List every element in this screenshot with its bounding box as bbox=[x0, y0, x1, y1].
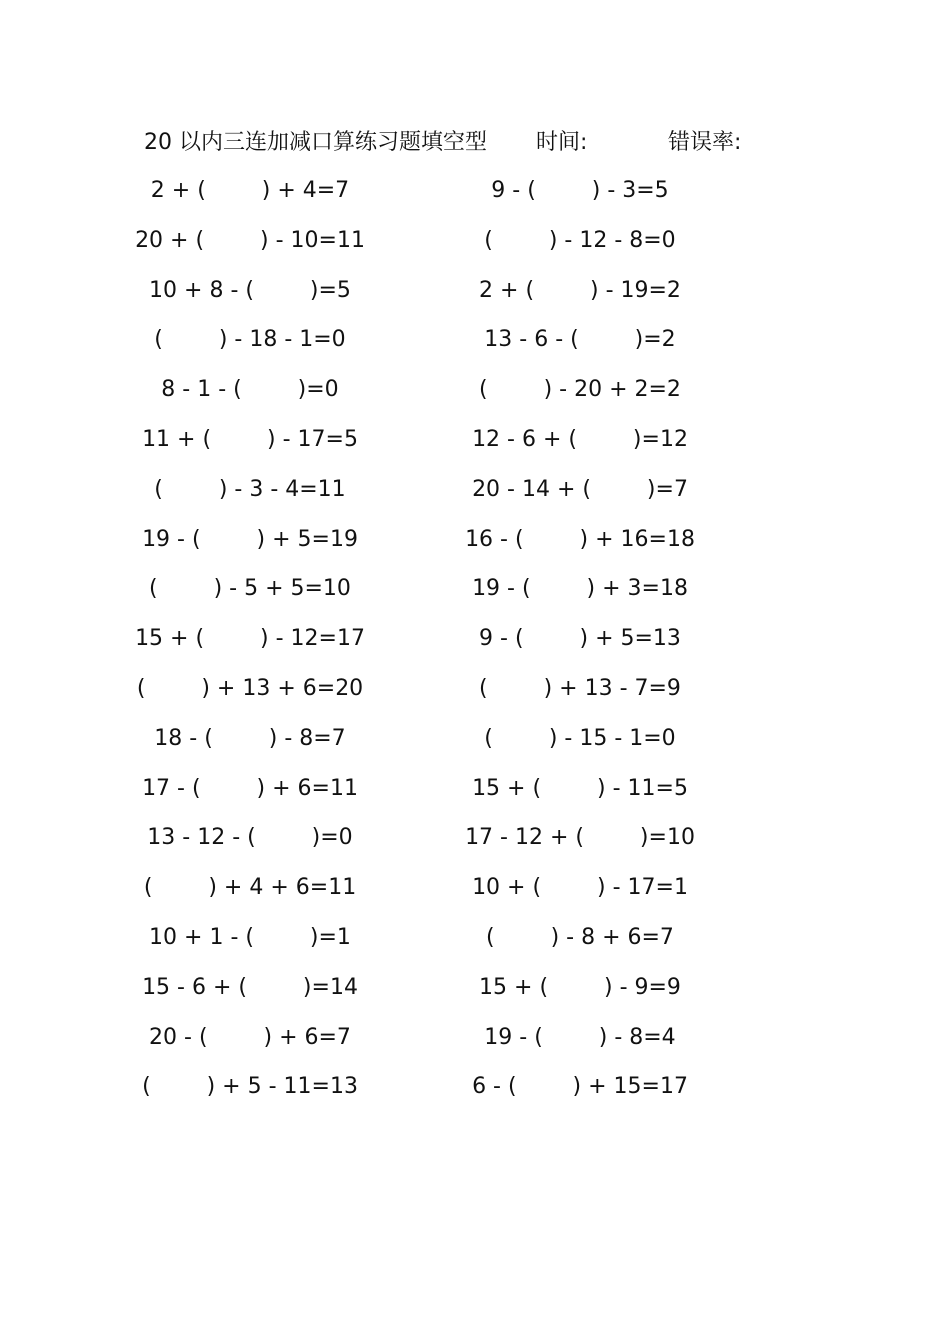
error-rate-label: 错误率: bbox=[668, 130, 742, 155]
problem-right: 13 - 6 - ( )=2 bbox=[484, 327, 676, 353]
problem-right: 16 - ( ) + 16=18 bbox=[465, 526, 695, 552]
problem-row bbox=[0, 564, 950, 614]
problem-row bbox=[0, 714, 950, 764]
worksheet-header bbox=[144, 126, 764, 160]
time-label: 时间: bbox=[536, 130, 588, 155]
problem-right: ( ) - 20 + 2=2 bbox=[479, 377, 681, 403]
problem-left: 19 - ( ) + 5=19 bbox=[142, 526, 358, 552]
problem-left: 2 + ( ) + 4=7 bbox=[150, 178, 350, 203]
problem-right: 19 - ( ) - 8=4 bbox=[484, 1024, 676, 1050]
problem-left: 8 - 1 - ( )=0 bbox=[161, 377, 339, 403]
problem-row bbox=[0, 1062, 950, 1112]
problem-right: ( ) - 12 - 8=0 bbox=[484, 227, 676, 253]
problem-row bbox=[0, 963, 950, 1013]
problem-left: 10 + 1 - ( )=1 bbox=[149, 924, 351, 950]
problem-left: ( ) + 5 - 11=13 bbox=[142, 1074, 358, 1100]
problem-grid bbox=[0, 166, 950, 1112]
problem-right: 2 + ( ) - 19=2 bbox=[479, 277, 681, 303]
problem-row bbox=[0, 863, 950, 913]
problem-right: 15 + ( ) - 9=9 bbox=[479, 974, 681, 1000]
problem-left: ( ) - 18 - 1=0 bbox=[154, 327, 346, 353]
problem-right: ( ) - 15 - 1=0 bbox=[484, 725, 676, 751]
problem-row bbox=[0, 315, 950, 365]
problem-right: 15 + ( ) - 11=5 bbox=[472, 775, 688, 801]
problem-left: 20 - ( ) + 6=7 bbox=[149, 1024, 351, 1050]
problem-row bbox=[0, 614, 950, 664]
problem-right: 19 - ( ) + 3=18 bbox=[472, 576, 688, 602]
problem-row bbox=[0, 664, 950, 714]
problem-row bbox=[0, 1013, 950, 1063]
problem-left: 10 + 8 - ( )=5 bbox=[149, 277, 351, 303]
problem-right: 20 - 14 + ( )=7 bbox=[472, 476, 688, 502]
problem-row bbox=[0, 266, 950, 316]
problem-right: 12 - 6 + ( )=12 bbox=[472, 426, 688, 452]
problem-row bbox=[0, 166, 950, 216]
problem-right: 9 - ( ) - 3=5 bbox=[491, 178, 669, 203]
problem-left: 17 - ( ) + 6=11 bbox=[142, 775, 358, 801]
problem-row bbox=[0, 465, 950, 515]
problem-left: 15 + ( ) - 12=17 bbox=[135, 626, 365, 652]
problem-left: ( ) - 3 - 4=11 bbox=[154, 476, 346, 502]
worksheet-title: 20 以内三连加减口算练习题填空型 bbox=[144, 130, 487, 155]
problem-right: ( ) - 8 + 6=7 bbox=[486, 924, 674, 950]
problem-right: 6 - ( ) + 15=17 bbox=[472, 1074, 688, 1100]
problem-right: 9 - ( ) + 5=13 bbox=[479, 626, 681, 652]
problem-left: 13 - 12 - ( )=0 bbox=[147, 825, 353, 851]
problem-row bbox=[0, 415, 950, 465]
problem-left: ( ) + 13 + 6=20 bbox=[136, 675, 364, 701]
problem-left: 18 - ( ) - 8=7 bbox=[154, 725, 346, 751]
problem-row bbox=[0, 813, 950, 863]
problem-row bbox=[0, 764, 950, 814]
problem-left: 20 + ( ) - 10=11 bbox=[135, 227, 365, 253]
problem-row bbox=[0, 515, 950, 565]
problem-right: 10 + ( ) - 17=1 bbox=[472, 875, 688, 901]
problem-left: ( ) - 5 + 5=10 bbox=[149, 576, 351, 602]
problem-right: 17 - 12 + ( )=10 bbox=[465, 825, 695, 851]
problem-row bbox=[0, 216, 950, 266]
problem-right: ( ) + 13 - 7=9 bbox=[479, 675, 681, 701]
problem-left: ( ) + 4 + 6=11 bbox=[143, 875, 357, 901]
problem-row bbox=[0, 913, 950, 963]
problem-row bbox=[0, 365, 950, 415]
problem-left: 15 - 6 + ( )=14 bbox=[142, 974, 358, 1000]
problem-left: 11 + ( ) - 17=5 bbox=[142, 426, 358, 452]
